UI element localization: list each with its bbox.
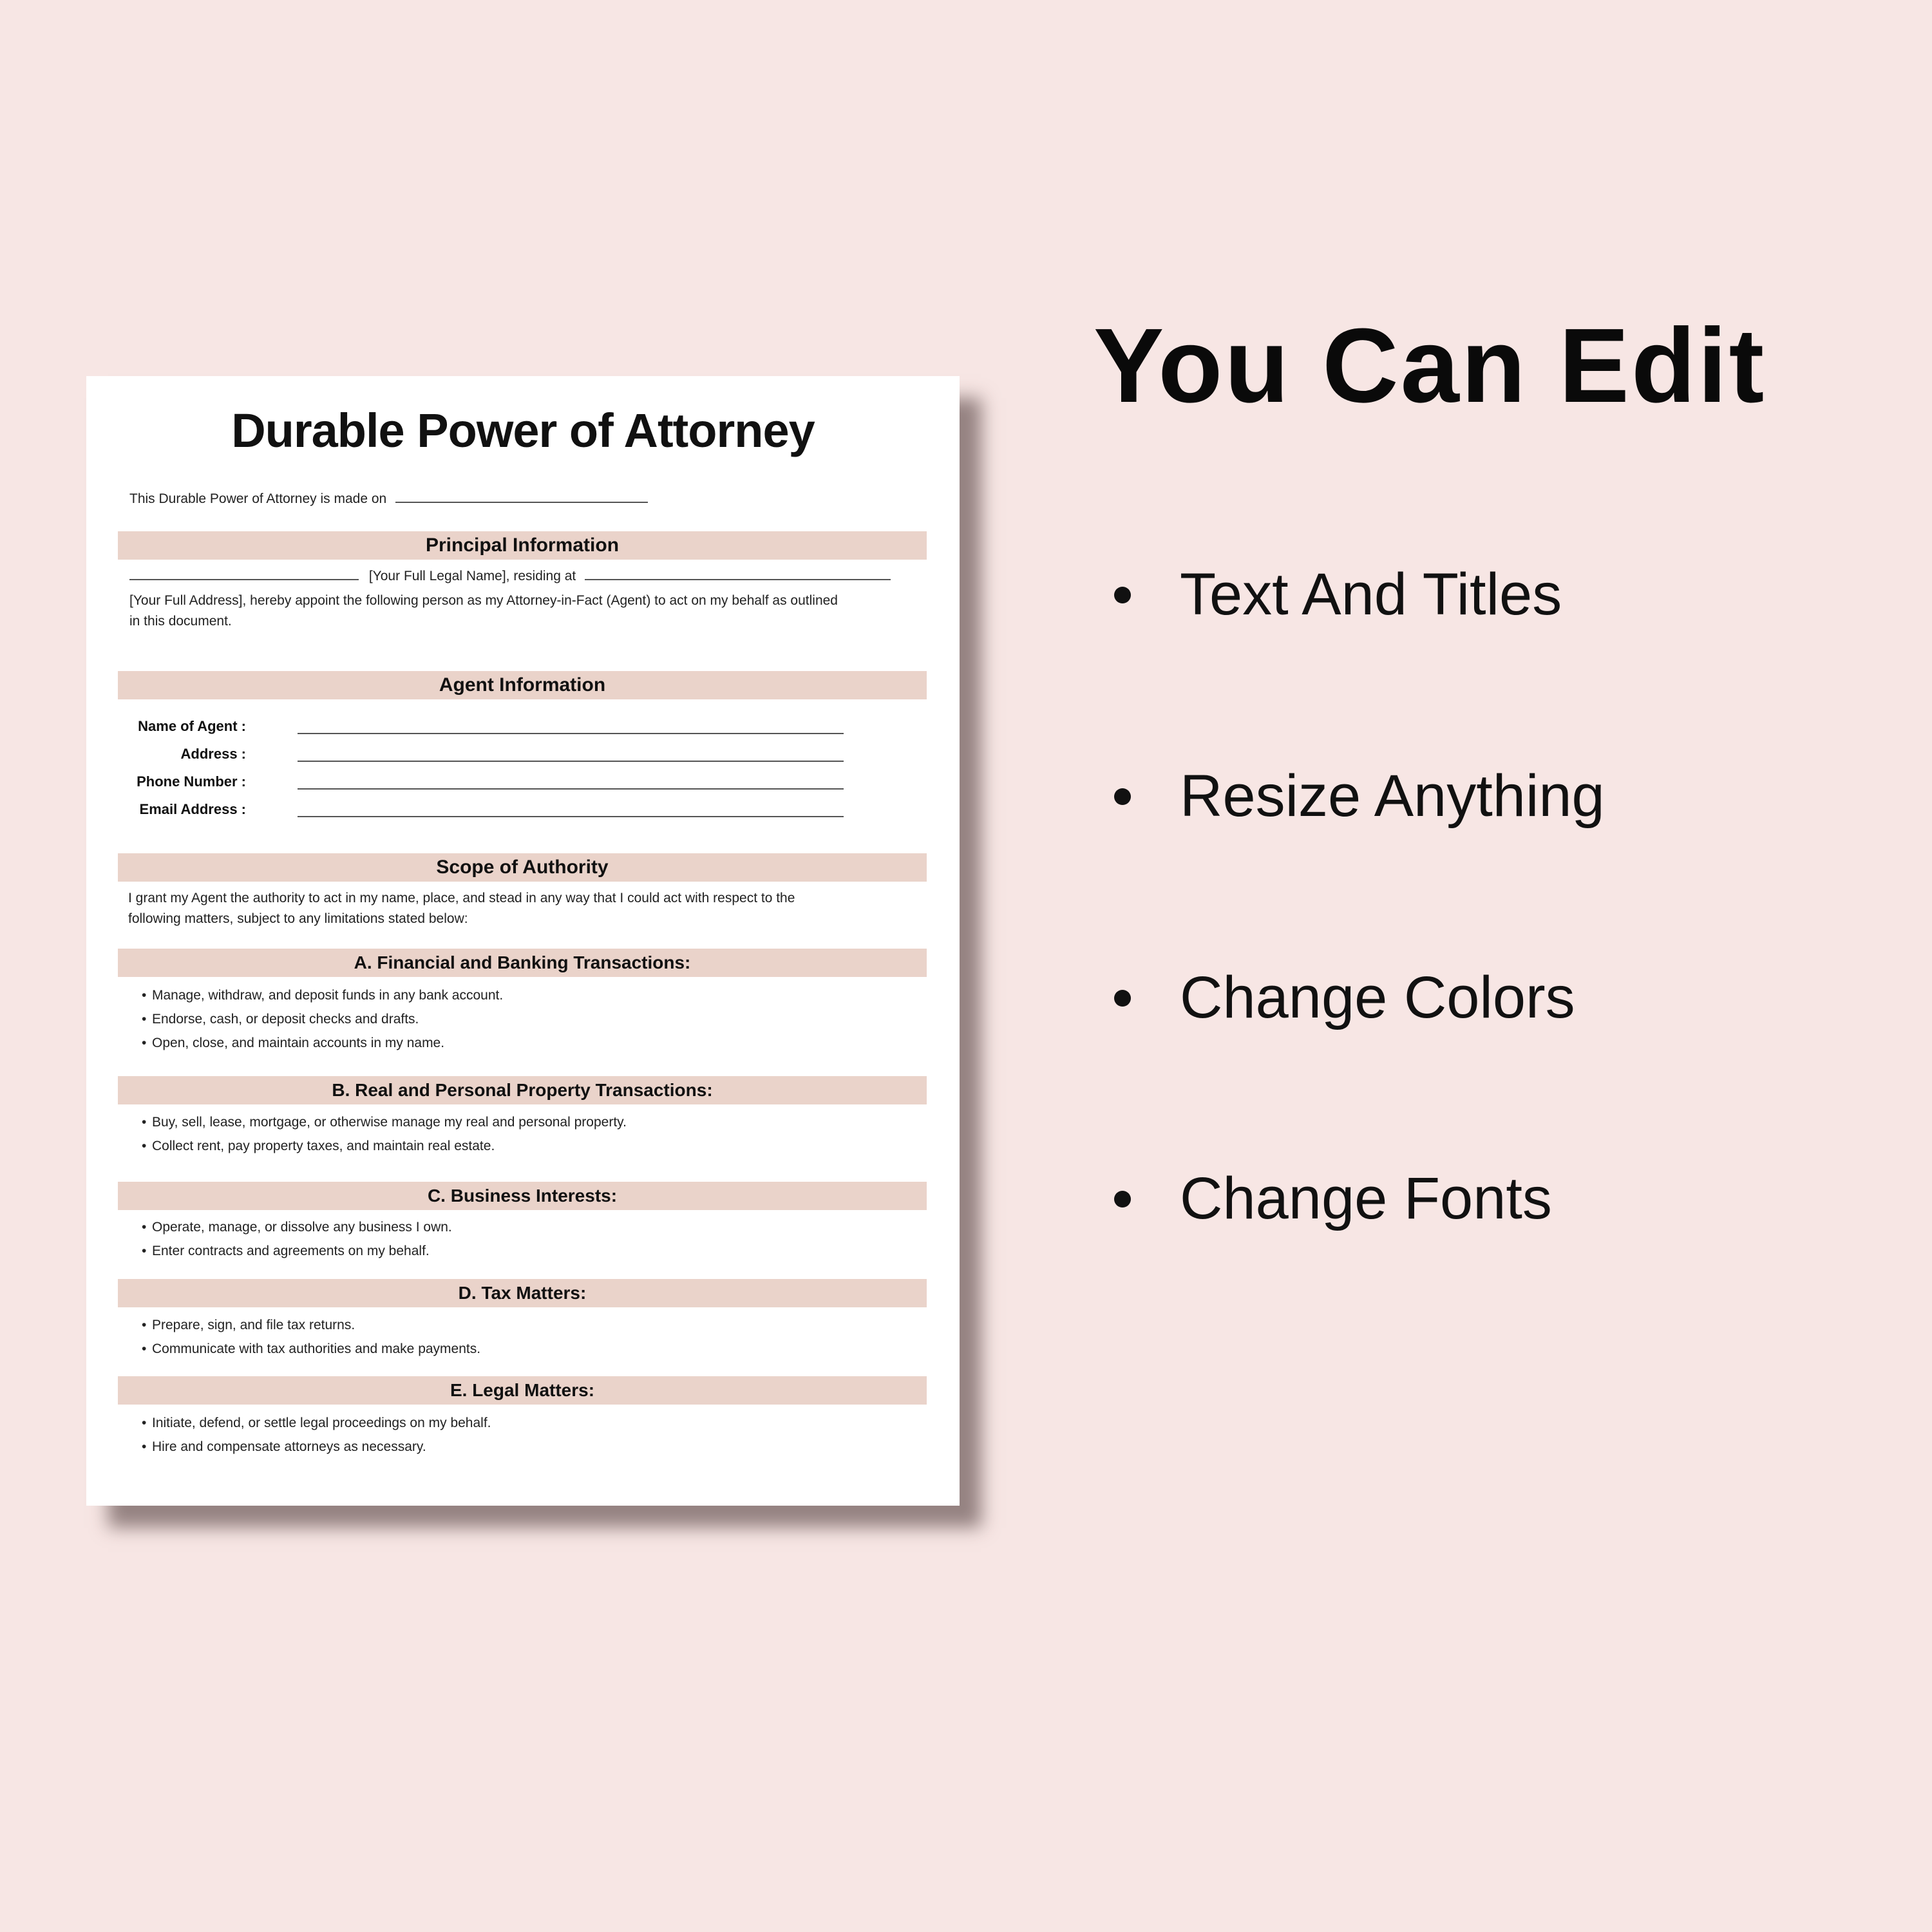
section-c-heading: C. Business Interests: [118, 1182, 927, 1210]
legal-name-blank[interactable] [129, 565, 359, 580]
list-item: • Communicate with tax authorities and make payments. [142, 1341, 481, 1356]
section-e-heading: E. Legal Matters: [118, 1376, 927, 1405]
bullet-dot-icon [1114, 788, 1131, 805]
agent-phone-field[interactable] [298, 788, 844, 790]
section-c-list [142, 1215, 452, 1263]
agent-address-row [86, 744, 960, 764]
principal-line-1 [129, 565, 891, 587]
list-item: • Initiate, defend, or settle legal proceedings on my behalf. [142, 1416, 491, 1430]
intro-line [129, 488, 648, 509]
list-item: • Operate, manage, or dissolve any business I own. [142, 1220, 452, 1235]
principal-line-3: in this document. [129, 614, 232, 629]
feature-label: Resize Anything [1180, 763, 1605, 829]
scope-heading: Scope of Authority [118, 853, 927, 882]
document-title: Durable Power of Attorney [231, 404, 815, 457]
list-item: • Hire and compensate attorneys as necessary. [142, 1439, 426, 1454]
document-sheet [86, 376, 960, 1506]
section-d-list [142, 1313, 480, 1361]
section-b-heading: B. Real and Personal Property Transactions: [118, 1076, 927, 1104]
principal-line-2: [Your Full Address], hereby appoint the following person as my Attorney-in-Fact (Agent) to act on my behalf as outlined [129, 593, 838, 608]
agent-name-row [86, 716, 960, 737]
agent-address-field[interactable] [298, 761, 844, 762]
residence-blank[interactable] [585, 565, 891, 580]
section-e-list [142, 1411, 491, 1459]
agent-email-label: Email Address : [139, 801, 246, 817]
agent-email-row [86, 799, 960, 820]
scope-line-1: I grant my Agent the authority to act in my name, place, and stead in any way that I could act with respect to the [128, 891, 795, 905]
list-item: • Enter contracts and agreements on my behalf. [142, 1244, 430, 1258]
intro-text: This Durable Power of Attorney is made on [129, 491, 387, 506]
section-b-list [142, 1110, 627, 1158]
agent-name-label: Name of Agent : [138, 718, 246, 734]
feature-item [1114, 1163, 1552, 1234]
bullet-dot-icon [1114, 587, 1131, 603]
feature-label: Text And Titles [1180, 562, 1562, 627]
scope-line-2: following matters, subject to any limitations stated below: [128, 911, 468, 926]
list-item: • Manage, withdraw, and deposit funds in any bank account. [142, 988, 504, 1003]
section-a-heading: A. Financial and Banking Transactions: [118, 949, 927, 977]
principal-heading: Principal Information [118, 531, 927, 560]
list-item: • Collect rent, pay property taxes, and maintain real estate. [142, 1139, 495, 1153]
agent-name-field[interactable] [298, 733, 844, 734]
feature-item [1114, 559, 1562, 630]
agent-heading: Agent Information [118, 671, 927, 699]
agent-phone-label: Phone Number : [137, 773, 246, 790]
list-item: • Endorse, cash, or deposit checks and drafts. [142, 1012, 419, 1027]
promo-headline: You Can Edit [1094, 307, 1766, 424]
bullet-dot-icon [1114, 990, 1131, 1007]
list-item: • Prepare, sign, and file tax returns. [142, 1318, 355, 1332]
feature-label: Change Colors [1180, 965, 1575, 1030]
principal-line-1-text: [Your Full Legal Name], residing at [368, 569, 576, 583]
agent-phone-row [86, 772, 960, 792]
section-d-heading: D. Tax Matters: [118, 1279, 927, 1307]
feature-item [1114, 761, 1605, 831]
section-a-list [142, 983, 503, 1055]
list-item: • Buy, sell, lease, mortgage, or otherwise manage my real and personal property. [142, 1115, 627, 1130]
feature-label: Change Fonts [1180, 1166, 1552, 1231]
bullet-dot-icon [1114, 1191, 1131, 1208]
agent-email-field[interactable] [298, 816, 844, 817]
agent-address-label: Address : [180, 746, 246, 762]
feature-item [1114, 962, 1575, 1033]
date-blank[interactable] [395, 488, 648, 503]
list-item: • Open, close, and maintain accounts in my name. [142, 1036, 445, 1050]
